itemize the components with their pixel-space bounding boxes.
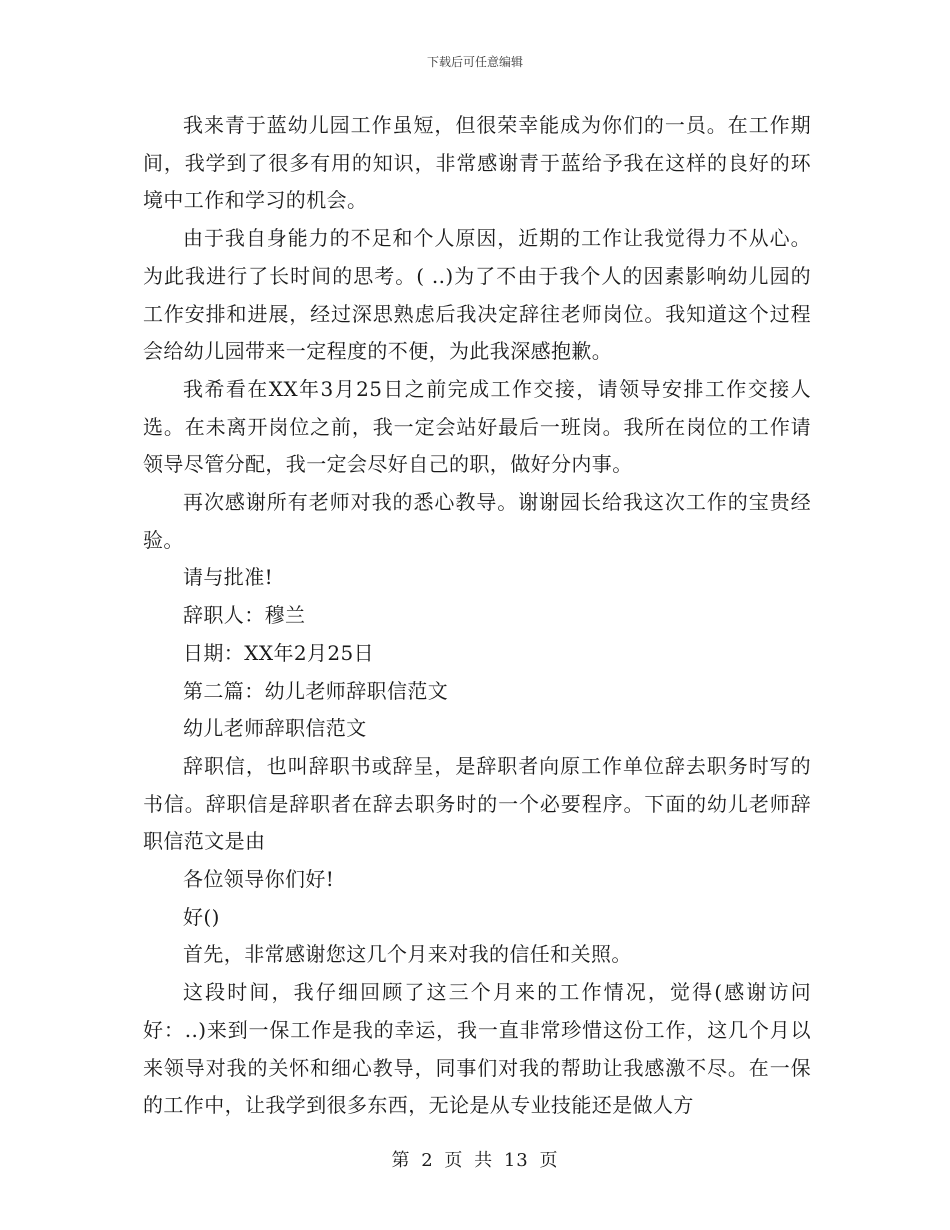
paragraph: 我来青于蓝幼儿园工作虽短，但很荣幸能成为你们的一员。在工作期间，我学到了很多有用的知识，非常感谢青于蓝给予我在这样的良好的环境中工作和学习的机会。: [143, 113, 811, 213]
paragraph: 辞职信，也叫辞职书或辞呈，是辞职者向原工作单位辞去职务时写的书信。辞职信是辞职者在辞去职务时的一个必要程序。下面的幼儿老师辞职信范文是由: [143, 753, 811, 854]
page-number: 第 2 页 共 13 页: [391, 1150, 559, 1171]
paragraph: 这段时间，我仔细回顾了这三个月来的工作情况，觉得(感谢访问好：..)来到一保工作是我的幸运，我一直非常珍惜这份工作，这几个月以来领导对我的关怀和细心教导，同事们对我的帮助让我感激不尽。在一保的工作中，让我学到很多东西，无论是从专业技能还是做人方: [143, 980, 811, 1118]
section-title: 幼儿老师辞职信范文: [183, 716, 367, 741]
paragraph: 辞职人：穆兰: [183, 603, 306, 628]
page-header-note: 下载后可任意编辑: [426, 55, 523, 69]
paragraph: 日期：XX年2月25日: [183, 640, 375, 665]
paragraph: 由于我自身能力的不足和个人原因，近期的工作让我觉得力不从心。为此我进行了长时间的思考。( ..)为了不由于我个人的因素影响幼儿园的工作安排和进展，经过深思熟虑后我决定辞往老师岗位。我知道这个过程会给幼儿园带来一定程度的不便，为此我深感抱歉。: [143, 226, 811, 364]
paragraph: 请与批准!: [183, 565, 274, 590]
paragraph: 好(): [183, 904, 220, 929]
paragraph: 再次感谢所有老师对我的悉心教导。谢谢园长给我这次工作的宝贵经验。: [143, 490, 811, 552]
section-heading: 第二篇：幼儿老师辞职信范文: [183, 678, 449, 703]
paragraph: 首先，非常感谢您这几个月来对我的信任和关照。: [183, 942, 632, 967]
paragraph: 各位领导你们好!: [183, 867, 335, 892]
document-body: [143, 107, 811, 1125]
paragraph: 我希看在XX年3月25日之前完成工作交接，请领导安排工作交接人选。在未离开岗位之前，我一定会站好最后一班岗。我所在岗位的工作请领导尽管分配，我一定会尽好自己的职，做好分内事。: [143, 376, 811, 477]
